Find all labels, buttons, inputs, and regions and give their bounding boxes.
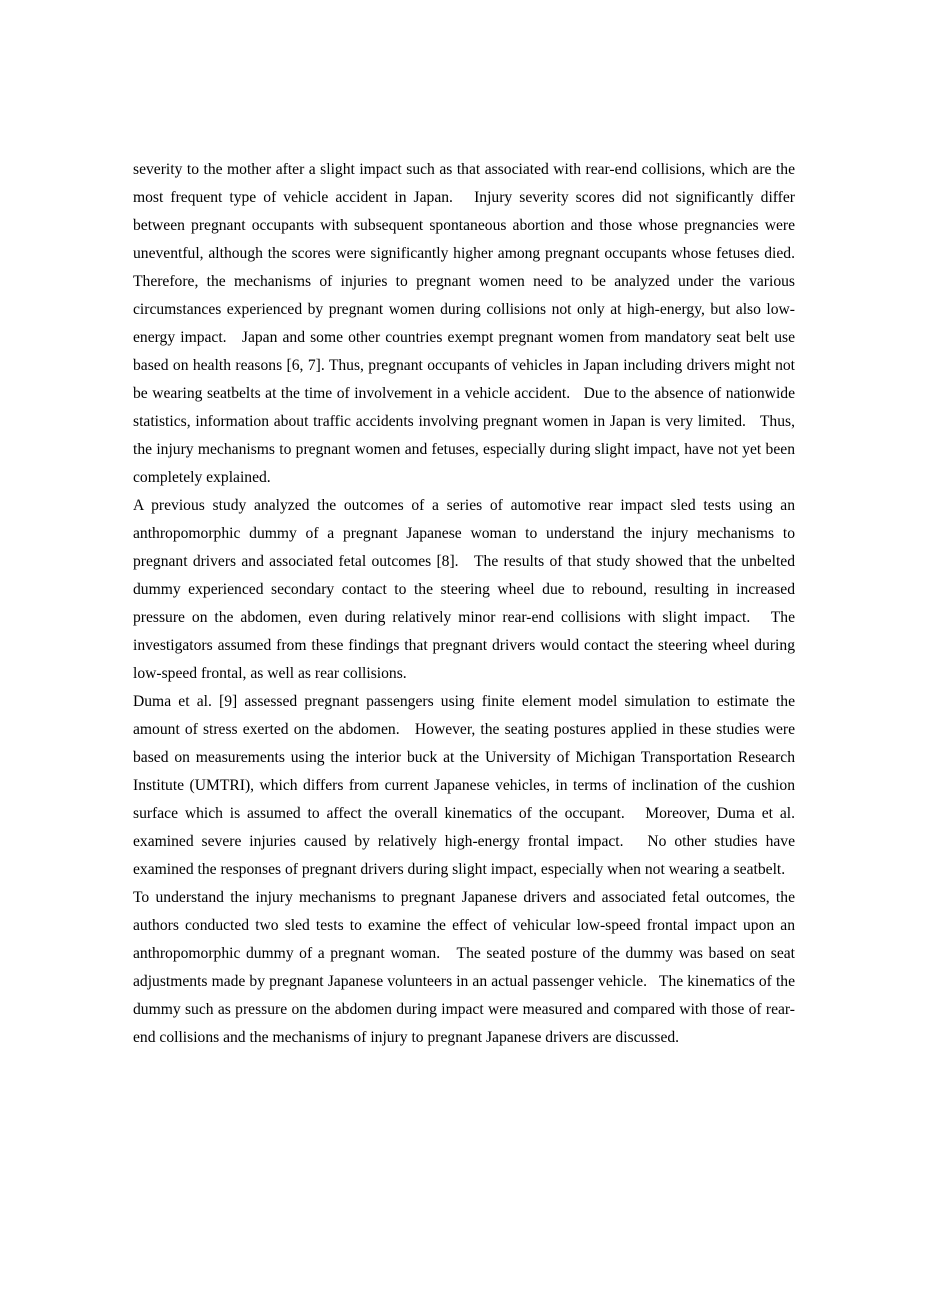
document-body (133, 156, 807, 1052)
paragraph-continued-severity: severity to the mother after a slight impact such as that associated with rear-end collisions, which are the most frequent type of vehicle accident in Japan. Injury severity scores did not significantly differ between pregnant occupants with subsequent spontaneous abortion and those whose pregnancies were uneventful, although the scores were significantly higher among pregnant occupants whose fetuses died. Therefore, the mechanisms of injuries to pregnant women need to be analyzed under the various circumstances experienced by pregnant women during collisions not only at high-energy, but also low-energy impact. Japan and some other countries exempt pregnant women from mandatory seat belt use based on health reasons [6, 7]. Thus, pregnant occupants of vehicles in Japan including drivers might not be wearing seatbelts at the time of involvement in a vehicle accident. Due to the absence of nationwide statistics, information about traffic accidents involving pregnant women in Japan is very limited. Thus, the injury mechanisms to pregnant women and fetuses, especially during slight impact, have not yet been completely explained. (133, 161, 807, 486)
paragraph-study-aim: To understand the injury mechanisms to pregnant Japanese drivers and associated fetal outcomes, the authors conducted two sled tests to examine the effect of vehicular low-speed frontal impact upon an anthropomorphic dummy of a pregnant woman. The seated posture of the dummy was based on seat adjustments made by pregnant Japanese volunteers in an actual passenger vehicle. The kinematics of the dummy such as pressure on the abdomen during impact were measured and compared with those of rear-end collisions and the mechanisms of injury to pregnant Japanese drivers are discussed. (133, 889, 799, 1046)
paragraph-previous-study: A previous study analyzed the outcomes of a series of automotive rear impact sled tests using an anthropomorphic dummy of a pregnant Japanese woman to understand the injury mechanisms to pregnant drivers and associated fetal outcomes [8]. The results of that study showed that the unbelted dummy experienced secondary contact to the steering wheel due to rebound, resulting in increased pressure on the abdomen, even during relatively minor rear-end collisions with slight impact. The investigators assumed from these findings that pregnant drivers would contact the steering wheel during low-speed frontal, as well as rear collisions. (133, 497, 799, 682)
paragraph-duma-et-al: Duma et al. [9] assessed pregnant passengers using finite element model simulation to estimate the amount of stress exerted on the abdomen. However, the seating postures applied in these studies were based on measurements using the interior buck at the University of Michigan Transportation Research Institute (UMTRI), which differs from current Japanese vehicles, in terms of inclination of the cushion surface which is assumed to affect the overall kinematics of the occupant. Moreover, Duma et al. examined severe injuries caused by relatively high-energy frontal impact. No other studies have examined the responses of pregnant drivers during slight impact, especially when not wearing a seatbelt. (133, 693, 799, 878)
